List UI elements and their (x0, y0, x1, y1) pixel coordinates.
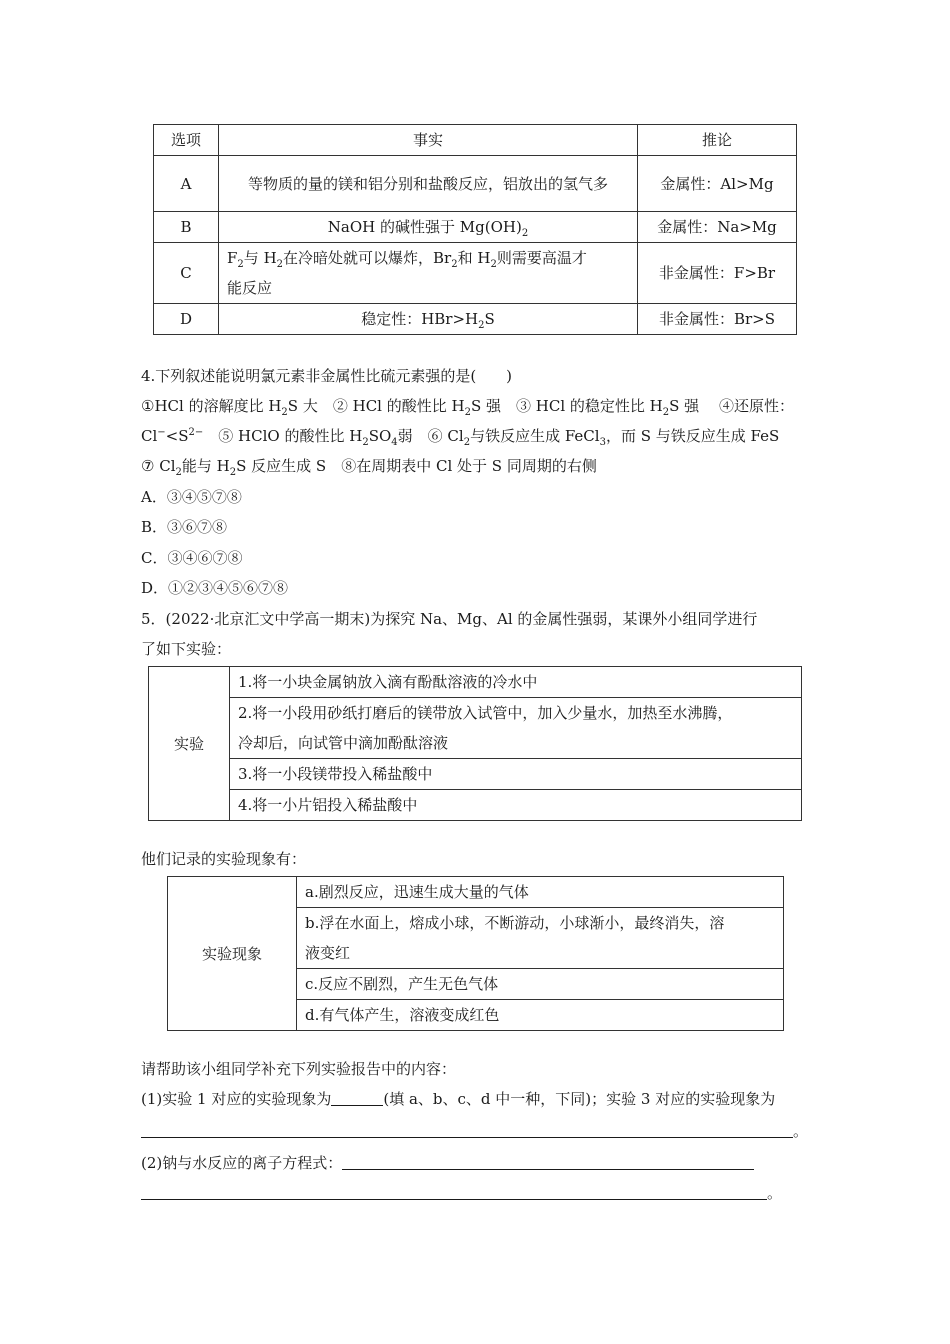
row-b-option: B (154, 212, 219, 243)
answer-blank-2[interactable] (141, 1121, 793, 1138)
experiment-3: 3.将一小段镁带投入稀盐酸中 (230, 759, 802, 790)
q4-option-b[interactable]: B．③⑥⑦⑧ (141, 518, 228, 536)
q4-option-c[interactable]: C．③④⑥⑦⑧ (141, 549, 243, 567)
report-intro: 请帮助该小组同学补充下列实验报告中的内容： (141, 1060, 457, 1078)
record-intro: 他们记录的实验现象有： (141, 850, 307, 868)
q4-option-d[interactable]: D．①②③④⑤⑥⑦⑧ (141, 579, 289, 597)
answer-line-2: 。 (141, 1178, 782, 1208)
q4-stem: 4.下列叙述能说明氯元素非金属性比硫元素强的是( ) (141, 367, 513, 385)
row-d-fact: 稳定性：$HBr>H_2S$ (219, 304, 638, 335)
answer-line-1: 。 (141, 1116, 808, 1146)
phenomenon-c: c.反应不剧烈，产生无色气体 (297, 969, 784, 1000)
inference-table (153, 124, 797, 335)
experiment-label: 实验 (149, 667, 230, 821)
answer-blank-1[interactable] (331, 1089, 383, 1106)
row-c-fact: $F_2$与 $H_2$在冷暗处就可以爆炸，$Br_2$和 $H_2$则需要高温才 能反应 (219, 243, 638, 304)
experiment-1: 1.将一小块金属钠放入滴有酚酞溶液的冷水中 (230, 667, 802, 698)
q4-option-a[interactable]: A．③④⑤⑦⑧ (141, 488, 242, 506)
row-d-inference: 非金属性：Br>S (638, 304, 797, 335)
row-c-inference: 非金属性：F>Br (638, 243, 797, 304)
experiment-table (148, 666, 802, 821)
answer-blank-4[interactable] (141, 1183, 767, 1200)
q5-stem-line1: 5．(2022·北京汇文中学高一期末)为探究 Na、Mg、Al 的金属性强弱，某课外小组同学进行 (141, 610, 758, 628)
q4-statements-line3: ⑦ $Cl_2$能与 $H_2S$ 反应生成 S ⑧在周期表中 Cl 处于 S 同周期的右侧 (141, 457, 597, 478)
row-a-inference: 金属性：Al>Mg (638, 156, 797, 212)
phenomena-label: 实验现象 (168, 877, 297, 1031)
row-a-option: A (154, 156, 219, 212)
answer-blank-3[interactable] (342, 1153, 754, 1170)
row-b-inference: 金属性：Na>Mg (638, 212, 797, 243)
sub-question-1: (1)实验 1 对应的实验现象为 (填 a、b、c、d 中一种，下同)；实验 3 对应的实验现象为 (141, 1090, 776, 1108)
phenomenon-d: d.有气体产生，溶液变成红色 (297, 1000, 784, 1031)
phenomenon-b: b.浮在水面上，熔成小球，不断游动，小球渐小，最终消失，溶 液变红 (297, 908, 784, 969)
row-b-fact: NaOH 的碱性强于 $Mg(OH)_2$ (219, 212, 638, 243)
sub-question-2: (2)钠与水反应的离子方程式： (141, 1148, 754, 1178)
experiment-4: 4.将一小片铝投入稀盐酸中 (230, 790, 802, 821)
header-inference: 推论 (638, 125, 797, 156)
row-a-fact: 等物质的量的镁和铝分别和盐酸反应，铝放出的氢气多 (219, 156, 638, 212)
q4-statements-line2: $Cl^-<S^{2-}$ ⑤ HClO 的酸性比 $H_2SO_4$弱 ⑥ $Cl_2$与铁反应生成 FeCl$_3$，而 S 与铁反应生成 FeS (141, 427, 780, 448)
q5-stem-line2: 了如下实验： (141, 640, 232, 658)
q4-statements-line1: ①HCl 的溶解度比 $H_2S$ 大 ② HCl 的酸性比 $H_2S$ 强 ③ HCl 的稳定性比 $H_2S$ 强 ④还原性： (141, 397, 794, 418)
experiment-2: 2.将一小段用砂纸打磨后的镁带放入试管中，加入少量水，加热至水沸腾， 冷却后，向试管中滴加酚酞溶液 (230, 698, 802, 759)
phenomenon-a: a.剧烈反应，迅速生成大量的气体 (297, 877, 784, 908)
phenomena-table (167, 876, 784, 1031)
row-c-option: C (154, 243, 219, 304)
header-fact: 事实 (219, 125, 638, 156)
row-d-option: D (154, 304, 219, 335)
header-option: 选项 (154, 125, 219, 156)
